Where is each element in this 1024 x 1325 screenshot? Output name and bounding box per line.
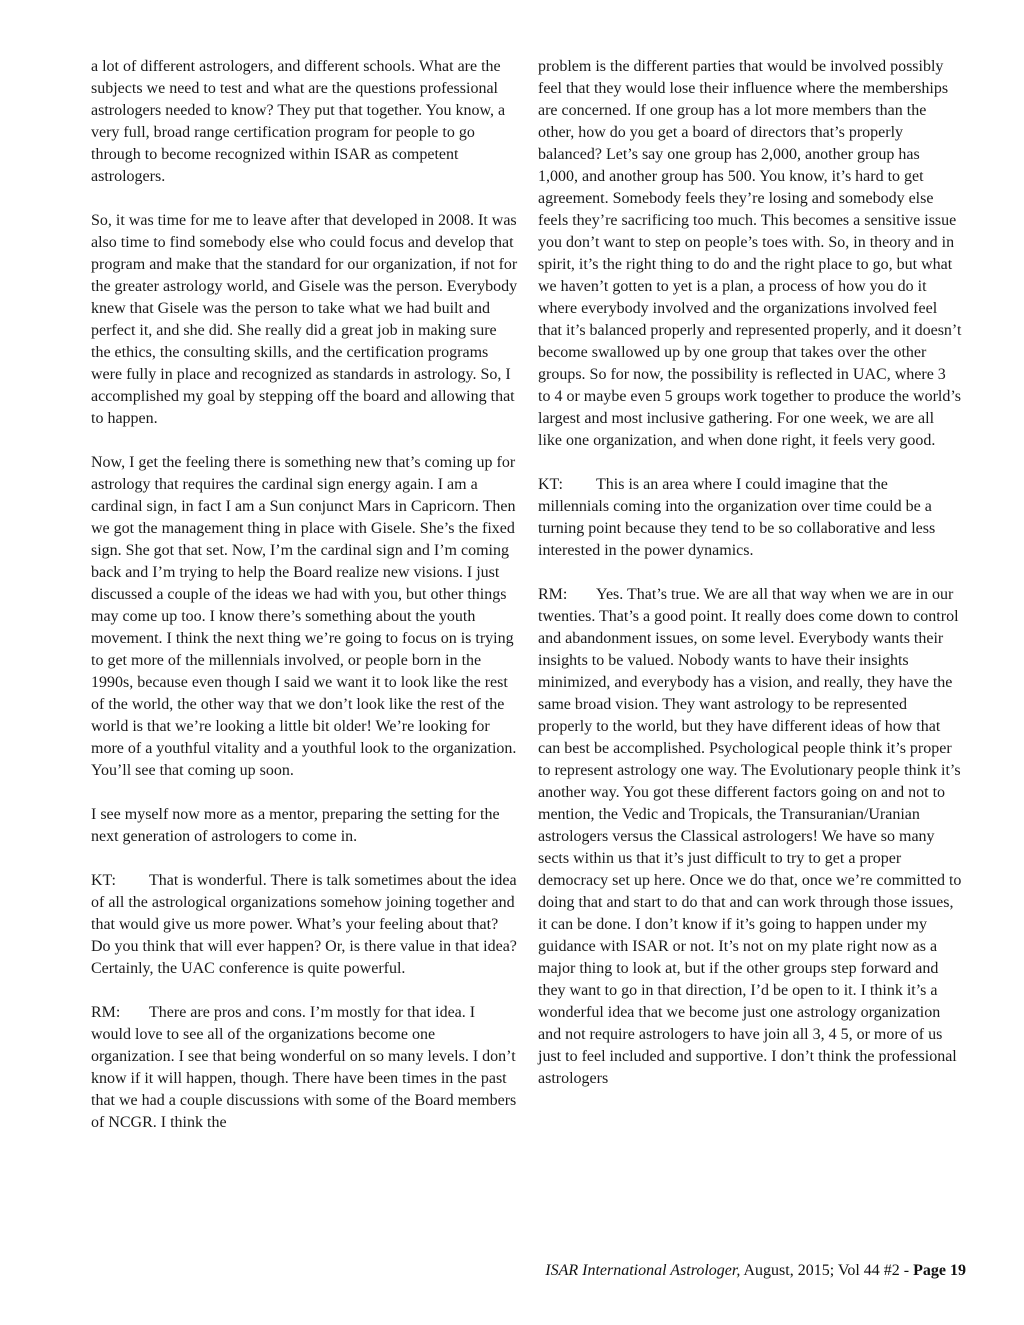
paragraph: Now, I get the feeling there is something new that’s coming up for astrology that requires the cardinal sign energy again. I am a cardinal sign, in fact I am a Sun conjunct Mars in Capricorn. Then we got the management thing in place with Gisele. She’s the fixed sign. She got that set. Now, I’m the cardinal sign and I’m coming back and I’m trying to help the Board realize new visions. I just discussed a couple of the ideas we had with you, but other things may come up too. I know there’s something about the youth movement. I think the next thing we’re going to focus on is trying to get more of the millennials involved, or people born in the 1990s, because even though I said we want it to look like the rest of the world, the other way that we don’t look like the rest of the world is that we’re looking a little bit older! We’re looking for more of a youthful vitality and a youthful look to the organization. You’ll see that coming up soon. bbox=[91, 454, 517, 779]
interview-paragraph bbox=[538, 584, 962, 1090]
paragraph-text: There are pros and cons. I’m mostly for that idea. I would love to see all of the organizations become one organization. I see that being wonderful on so many levels. I don’t know if it will happen, though. There have been times in the past that we had a couple discussions with some of the Board members of NCGR. I think the bbox=[91, 1004, 517, 1131]
page-footer bbox=[545, 1262, 966, 1280]
speaker-tag: RM: bbox=[91, 1004, 121, 1021]
paragraph-text: This is an area where I could imagine that the millennials coming into the organization over time could be a turning point because they tend to be so collaborative and less interested in the power dynamics. bbox=[538, 476, 936, 559]
page-number: Page 19 bbox=[913, 1262, 966, 1279]
issue-info: August, 2015; Vol 44 #2 - bbox=[740, 1262, 914, 1279]
speaker-tag: KT: bbox=[91, 872, 116, 889]
publication-name: ISAR International Astrologer, bbox=[545, 1262, 741, 1279]
right-column bbox=[538, 56, 962, 1090]
interview-paragraph bbox=[91, 870, 519, 980]
paragraph: So, it was time for me to leave after that developed in 2008. It was also time to find somebody else who could focus and develop that program and make that the standard for our organization, if not for the greater astrology world, and Gisele was the person. Everybody knew that Gisele was the person to take what we had built and perfect it, and she did. She really did a great job in making sure the ethics, the consulting skills, and the certification programs were fully in place and recognized as standards in astrology. So, I accomplished my goal by stepping off the board and allowing that to happen. bbox=[91, 212, 518, 427]
paragraph: problem is the different parties that would be involved possibly feel that they would lose their influence where the memberships are concerned. If one group has a lot more members than the other, how do you get a board of directors that’s properly balanced? Let’s say one group has 2,000, another group has 1,000, and another group has 500. You know, it’s hard to get agreement. Somebody feels they’re losing and somebody else feels they’re sacrificing too much. This becomes a sensitive issue you don’t want to step on people’s toes with. So, in theory and in spirit, it’s the right thing to do and the right place to go, but what we haven’t gotten to yet is a plan, a process of how you do it where everybody involved and the organizations involved feel that it’s balanced properly and represented properly, and it doesn’t become swallowed up by one group that takes over the other groups. So for now, the possibility is reflected in UAC, where 3 to 4 or maybe even 5 groups work together to produce the world’s largest and most inclusive gathering. For one week, we are all like one organization, and when done right, it feels very good. bbox=[538, 58, 962, 449]
paragraph: a lot of different astrologers, and different schools. What are the subjects we need to test and what are the questions professional astrologers needed to know? They put that together. You know, a very full, broad range certification program for people to go through to become recognized within ISAR as competent astrologers. bbox=[91, 58, 506, 185]
interview-paragraph bbox=[538, 474, 962, 562]
speaker-tag: RM: bbox=[538, 586, 568, 603]
speaker-tag: KT: bbox=[538, 476, 563, 493]
paragraph: I see myself now more as a mentor, preparing the setting for the next generation of astrologers to come in. bbox=[91, 806, 500, 845]
paragraph-text: That is wonderful. There is talk sometimes about the idea of all the astrological organizations somehow joining together and that would give us more power. What’s your feeling about that? Do you think that will ever happen? Or, is there value in that idea? Certainly, the UAC conference is quite powerful. bbox=[91, 872, 517, 977]
paragraph-text: Yes. That’s true. We are all that way when we are in our twenties. That’s a good point. It really does come down to control and abandonment issues, on some level. Everybody wants their insights to be valued. Nobody wants to have their insights minimized, and everybody has a vision, and really, they have the same broad vision. They want astrology to be represented properly to the world, but they have different ideas of how that can best be accomplished. Psychological people think it’s proper to represent astrology one way. The Evolutionary people think it’s another way. You got these different factors going on and not to mention, the Vedic and Tropicals, the Transuranian/Uranian astrologers versus the Classical astrologers! We have so many sects within us that it’s just difficult to try to get a proper democracy set up here. Once we do that, once we’re committed to doing that and start to do that and can work through those issues, it can be done. I don’t know if it’s going to happen under my guidance with ISAR or not. It’s not on my plate right now as a major thing to look at, but if the other groups step forward and they want to go in that direction, I’d be open to it. I think it’s a wonderful idea that we become just one astrology organization and not require astrologers to have join all 3, 4 5, or more of us just to feel included and supportive. I don’t think the professional astrologers bbox=[538, 586, 962, 1087]
interview-paragraph bbox=[91, 1002, 519, 1134]
left-column bbox=[91, 56, 519, 1134]
